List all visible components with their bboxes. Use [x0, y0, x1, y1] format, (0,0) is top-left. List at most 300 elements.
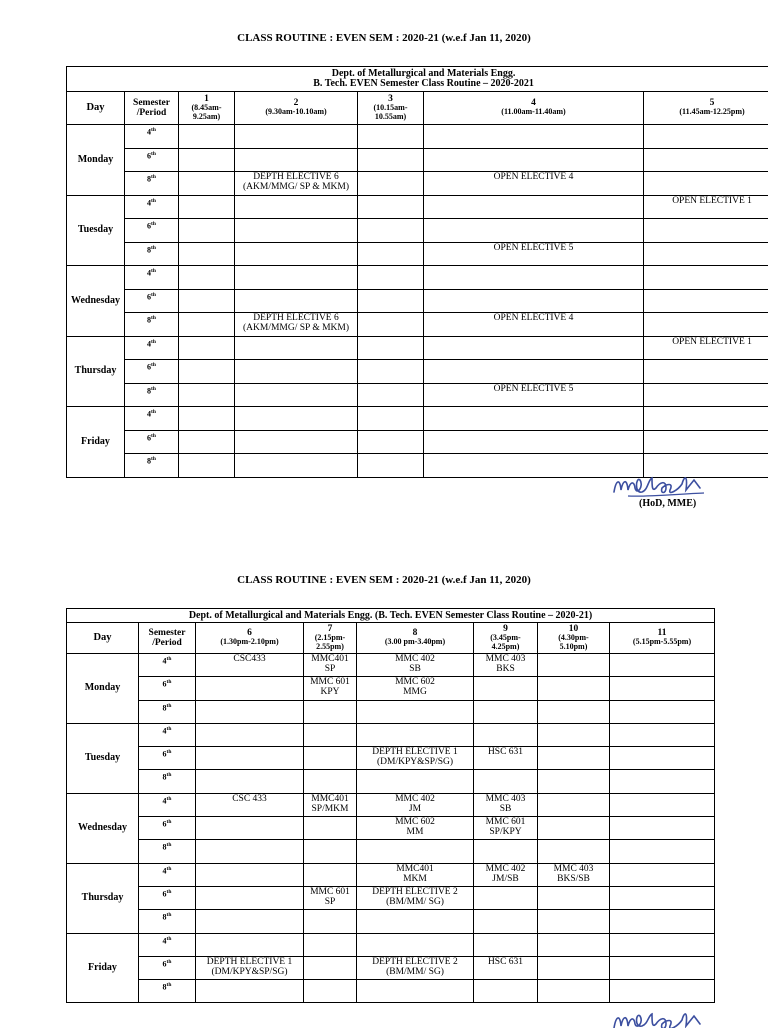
class-cell: MMC401 SP/MKM [304, 793, 357, 816]
class-cell [358, 336, 424, 360]
class-cell [644, 266, 768, 290]
class-cell: OPEN ELECTIVE 1 [644, 195, 768, 219]
day-cell: Tuesday [67, 195, 125, 266]
class-cell [196, 677, 304, 700]
semester-cell [125, 336, 179, 360]
table-row [67, 840, 715, 863]
class-cell [304, 956, 357, 979]
class-cell [538, 723, 610, 746]
semester-number: 8 [163, 703, 167, 712]
semester-suffix: th [167, 679, 172, 685]
semester-suffix: th [151, 339, 156, 345]
table-row [67, 219, 768, 243]
period-number: 6 [196, 629, 303, 638]
class-cell [196, 863, 304, 886]
class-cell [358, 360, 424, 384]
table-title-line1: Dept. of Metallurgical and Materials Engg. [67, 69, 768, 79]
semester-number: 4 [147, 410, 151, 419]
class-cell [424, 407, 644, 431]
class-cell [358, 172, 424, 196]
table-row [67, 313, 768, 337]
semester-suffix: th [167, 889, 172, 895]
period-time: (9.30am-10.10am) [235, 108, 357, 117]
table-row [67, 360, 768, 384]
table-row [67, 933, 715, 956]
class-cell [179, 407, 235, 431]
class-cell [474, 723, 538, 746]
semester-suffix: th [167, 796, 172, 802]
semester-cell [125, 289, 179, 313]
semester-number: 6 [163, 820, 167, 829]
semester-cell [125, 266, 179, 290]
class-cell [179, 195, 235, 219]
class-cell [304, 910, 357, 933]
semester-number: 4 [147, 339, 151, 348]
period-number: 8 [357, 629, 473, 638]
semester-number: 4 [147, 269, 151, 278]
class-cell [538, 770, 610, 793]
semester-cell [139, 910, 196, 933]
semester-number: 6 [147, 151, 151, 160]
table-row [67, 723, 715, 746]
day-cell: Monday [67, 125, 125, 196]
table-body [67, 654, 715, 1003]
class-cell [196, 770, 304, 793]
semester-period-header [139, 623, 196, 654]
class-cell [179, 383, 235, 407]
class-cell [538, 700, 610, 723]
class-cell [358, 148, 424, 172]
class-cell [474, 933, 538, 956]
semester-number: 8 [147, 457, 151, 466]
class-cell [538, 840, 610, 863]
semester-suffix: th [151, 409, 156, 415]
class-cell [304, 840, 357, 863]
period-time: (11.00am-11.40am) [424, 108, 643, 117]
semester-suffix: th [167, 912, 172, 918]
semester-number: 6 [163, 960, 167, 969]
period-number: 11 [610, 629, 714, 638]
class-cell [357, 840, 474, 863]
class-cell [358, 383, 424, 407]
semester-cell [139, 770, 196, 793]
semester-number: 6 [163, 750, 167, 759]
class-cell [610, 723, 715, 746]
period-time: (5.15pm-5.55pm) [610, 638, 714, 647]
semester-number: 4 [163, 727, 167, 736]
semester-cell [139, 677, 196, 700]
day-cell: Friday [67, 407, 125, 478]
semester-number: 6 [163, 680, 167, 689]
period-header-8 [357, 623, 474, 654]
class-cell [538, 817, 610, 840]
class-cell [644, 430, 768, 454]
class-cell [538, 980, 610, 1003]
day-cell: Friday [67, 933, 139, 1003]
class-cell: MMC 402 JM/SB [474, 863, 538, 886]
class-cell [196, 723, 304, 746]
day-header: Day [67, 92, 125, 125]
page-title-1: CLASS ROUTINE : EVEN SEM : 2020-21 (w.e.f Jan 11, 2020) [0, 32, 768, 44]
semester-cell [139, 817, 196, 840]
class-cell: MMC401 SP [304, 654, 357, 677]
class-cell [304, 817, 357, 840]
class-cell [357, 910, 474, 933]
class-cell [644, 360, 768, 384]
class-cell [235, 383, 358, 407]
period-number: 7 [304, 625, 356, 634]
table-row [67, 956, 715, 979]
day-cell: Monday [67, 654, 139, 724]
class-cell: MMC401 MKM [357, 863, 474, 886]
class-cell [474, 677, 538, 700]
class-cell [424, 266, 644, 290]
class-cell [179, 148, 235, 172]
table-row [67, 266, 768, 290]
table-row [67, 793, 715, 816]
semester-number: 4 [163, 936, 167, 945]
class-cell [196, 933, 304, 956]
class-cell [424, 360, 644, 384]
class-cell [644, 289, 768, 313]
hod-caption: (HoD, MME) [639, 498, 696, 509]
table-row [67, 289, 768, 313]
semester-number: 8 [163, 983, 167, 992]
page-title-2: CLASS ROUTINE : EVEN SEM : 2020-21 (w.e.f Jan 11, 2020) [0, 574, 768, 586]
class-cell [235, 148, 358, 172]
class-cell [179, 430, 235, 454]
semester-suffix: th [167, 936, 172, 942]
semester-suffix: th [151, 456, 156, 462]
class-cell [610, 817, 715, 840]
semester-suffix: th [167, 726, 172, 732]
semester-suffix: th [151, 198, 156, 204]
hod-signature [608, 1004, 708, 1028]
semester-number: 4 [163, 657, 167, 666]
class-cell: CSC 433 [196, 793, 304, 816]
class-cell [179, 360, 235, 384]
period-header-7 [304, 623, 357, 654]
class-cell [179, 454, 235, 478]
routine-table-morning [66, 66, 768, 478]
class-cell [610, 700, 715, 723]
class-cell [474, 910, 538, 933]
class-cell [196, 980, 304, 1003]
semester-number: 8 [147, 245, 151, 254]
table-row [67, 863, 715, 886]
period-header-6 [196, 623, 304, 654]
class-cell: MMC 403 BKS/SB [538, 863, 610, 886]
table-row [67, 817, 715, 840]
period-time: (2.15pm- [304, 634, 356, 643]
semester-number: 8 [163, 843, 167, 852]
class-cell [358, 195, 424, 219]
class-cell [357, 933, 474, 956]
semester-suffix: th [151, 268, 156, 274]
day-cell: Wednesday [67, 793, 139, 863]
class-cell [196, 700, 304, 723]
semester-suffix: th [167, 959, 172, 965]
semester-cell [125, 360, 179, 384]
semester-number: 8 [147, 316, 151, 325]
class-cell [358, 289, 424, 313]
class-cell: MMC 402 JM [357, 793, 474, 816]
class-cell: OPEN ELECTIVE 5 [424, 383, 644, 407]
class-cell [538, 956, 610, 979]
day-header: Day [67, 623, 139, 654]
class-cell [235, 430, 358, 454]
class-cell: DEPTH ELECTIVE 6 (AKM/MMG/ SP & MKM) [235, 172, 358, 196]
semester-number: 4 [163, 866, 167, 875]
period-time: (10.15am- [358, 104, 423, 113]
class-cell: DEPTH ELECTIVE 1 (DM/KPY&SP/SG) [357, 747, 474, 770]
day-cell: Tuesday [67, 723, 139, 793]
class-cell [610, 793, 715, 816]
table-row [67, 242, 768, 266]
semester-suffix: th [167, 749, 172, 755]
class-cell [357, 700, 474, 723]
class-cell [357, 980, 474, 1003]
semester-number: 4 [147, 128, 151, 137]
class-cell [644, 148, 768, 172]
period-number: 9 [474, 625, 537, 634]
class-cell [610, 654, 715, 677]
period-number: 5 [644, 99, 768, 108]
routine-table-afternoon [66, 608, 715, 1003]
class-cell [644, 172, 768, 196]
class-cell [304, 700, 357, 723]
semester-cell [139, 747, 196, 770]
class-cell [358, 125, 424, 149]
semester-suffix: th [167, 772, 172, 778]
period-number: 1 [179, 95, 234, 104]
class-cell [235, 125, 358, 149]
semester-cell [125, 172, 179, 196]
semester-cell [139, 863, 196, 886]
class-cell [538, 677, 610, 700]
semester-cell [125, 195, 179, 219]
semester-suffix: th [151, 292, 156, 298]
semester-cell [125, 242, 179, 266]
class-cell [179, 242, 235, 266]
semester-period-header [125, 92, 179, 125]
semester-cell [125, 125, 179, 149]
class-cell [357, 770, 474, 793]
class-cell [235, 360, 358, 384]
semester-suffix: th [151, 221, 156, 227]
semester-cell [125, 454, 179, 478]
class-cell [235, 407, 358, 431]
semester-cell [139, 654, 196, 677]
semester-suffix: th [167, 703, 172, 709]
class-cell [538, 747, 610, 770]
period-header-2 [235, 92, 358, 125]
class-cell: MMC 601 SP/KPY [474, 817, 538, 840]
class-cell [610, 677, 715, 700]
semester-suffix: th [167, 982, 172, 988]
semester-number: 4 [147, 198, 151, 207]
period-number: 2 [235, 99, 357, 108]
class-cell [179, 313, 235, 337]
class-cell: MMC 602 MM [357, 817, 474, 840]
period-header-1 [179, 92, 235, 125]
class-cell [358, 430, 424, 454]
period-time: 5.10pm) [538, 643, 609, 652]
class-cell: OPEN ELECTIVE 4 [424, 313, 644, 337]
class-cell [424, 289, 644, 313]
period-time: 9.25am) [179, 113, 234, 122]
class-cell [610, 933, 715, 956]
class-cell: DEPTH ELECTIVE 2 (BM/MM/ SG) [357, 886, 474, 909]
semester-number: 8 [147, 175, 151, 184]
class-cell [424, 148, 644, 172]
semester-cell [139, 723, 196, 746]
semester-cell [125, 407, 179, 431]
class-cell [644, 219, 768, 243]
class-cell: OPEN ELECTIVE 4 [424, 172, 644, 196]
period-header-4 [424, 92, 644, 125]
class-cell [179, 219, 235, 243]
table-title-line2: B. Tech. EVEN Semester Class Routine – 2020-2021 [67, 79, 768, 89]
class-cell [474, 840, 538, 863]
class-cell [179, 289, 235, 313]
semester-cell [125, 383, 179, 407]
table-row [67, 910, 715, 933]
class-cell [358, 454, 424, 478]
class-cell: MMC 601 SP [304, 886, 357, 909]
table-row [67, 407, 768, 431]
semester-suffix: th [151, 362, 156, 368]
class-cell [538, 910, 610, 933]
class-cell: OPEN ELECTIVE 5 [424, 242, 644, 266]
class-cell [610, 886, 715, 909]
table-row [67, 700, 715, 723]
period-time: (1.30pm-2.10pm) [196, 638, 303, 647]
class-cell [196, 910, 304, 933]
table-row [67, 383, 768, 407]
semester-suffix: th [151, 386, 156, 392]
semester-number: 8 [147, 386, 151, 395]
table-row [67, 886, 715, 909]
class-cell: DEPTH ELECTIVE 6 (AKM/MMG/ SP & MKM) [235, 313, 358, 337]
semester-suffix: th [167, 819, 172, 825]
class-cell [235, 454, 358, 478]
period-header-10 [538, 623, 610, 654]
class-cell [610, 980, 715, 1003]
class-cell [610, 956, 715, 979]
class-cell [196, 747, 304, 770]
class-cell [538, 933, 610, 956]
class-cell [304, 980, 357, 1003]
table-row [67, 125, 768, 149]
class-cell [538, 654, 610, 677]
day-cell: Thursday [67, 336, 125, 407]
class-cell [179, 336, 235, 360]
class-cell [424, 195, 644, 219]
class-cell [644, 407, 768, 431]
semester-cell [125, 313, 179, 337]
table-body [67, 125, 768, 478]
class-cell [610, 863, 715, 886]
semester-cell [139, 933, 196, 956]
class-cell [179, 266, 235, 290]
class-cell [179, 125, 235, 149]
semester-number: 6 [147, 363, 151, 372]
class-cell: MMC 403 SB [474, 793, 538, 816]
class-cell: MMC 403 BKS [474, 654, 538, 677]
class-cell [196, 817, 304, 840]
class-cell: MMC 601 KPY [304, 677, 357, 700]
semester-suffix: th [151, 433, 156, 439]
class-cell [196, 840, 304, 863]
day-cell: Thursday [67, 863, 139, 933]
class-cell: DEPTH ELECTIVE 2 (BM/MM/ SG) [357, 956, 474, 979]
table-row [67, 980, 715, 1003]
class-cell [235, 195, 358, 219]
class-cell [610, 770, 715, 793]
semester-number: 8 [163, 773, 167, 782]
semester-suffix: th [167, 842, 172, 848]
semester-number: 8 [163, 913, 167, 922]
class-cell: CSC433 [196, 654, 304, 677]
semester-cell [139, 886, 196, 909]
period-time: (8.45am- [179, 104, 234, 113]
class-cell [644, 242, 768, 266]
class-cell: HSC 631 [474, 956, 538, 979]
class-cell: DEPTH ELECTIVE 1 (DM/KPY&SP/SG) [196, 956, 304, 979]
semester-cell [139, 956, 196, 979]
semester-suffix: th [151, 127, 156, 133]
table-row [67, 195, 768, 219]
semester-number: 6 [163, 890, 167, 899]
semester-cell [139, 840, 196, 863]
class-cell: OPEN ELECTIVE 1 [644, 336, 768, 360]
class-cell [304, 863, 357, 886]
table-row [67, 172, 768, 196]
class-cell [610, 910, 715, 933]
period-time: 2.55pm) [304, 643, 356, 652]
semester-number: 6 [147, 292, 151, 301]
class-cell [235, 289, 358, 313]
table-row [67, 148, 768, 172]
semester-cell [139, 700, 196, 723]
period-header-3 [358, 92, 424, 125]
period-time: (11.45am-12.25pm) [644, 108, 768, 117]
class-cell [304, 933, 357, 956]
period-time: (3.00 pm-3.40pm) [357, 638, 473, 647]
class-cell [304, 770, 357, 793]
period-header-11 [610, 623, 715, 654]
class-cell: HSC 631 [474, 747, 538, 770]
semester-suffix: th [151, 245, 156, 251]
period-number: 10 [538, 625, 609, 634]
table-title [67, 67, 768, 92]
table-row [67, 677, 715, 700]
semester-cell [125, 148, 179, 172]
day-cell: Wednesday [67, 266, 125, 337]
semester-suffix: th [167, 866, 172, 872]
period-time: (3.45pm- [474, 634, 537, 643]
class-cell [610, 747, 715, 770]
class-cell [358, 313, 424, 337]
class-cell [235, 242, 358, 266]
class-cell [644, 313, 768, 337]
period-time: 4.25pm) [474, 643, 537, 652]
semester-suffix: th [151, 151, 156, 157]
period-header-5 [644, 92, 768, 125]
class-cell: MMC 402 SB [357, 654, 474, 677]
class-cell [304, 747, 357, 770]
